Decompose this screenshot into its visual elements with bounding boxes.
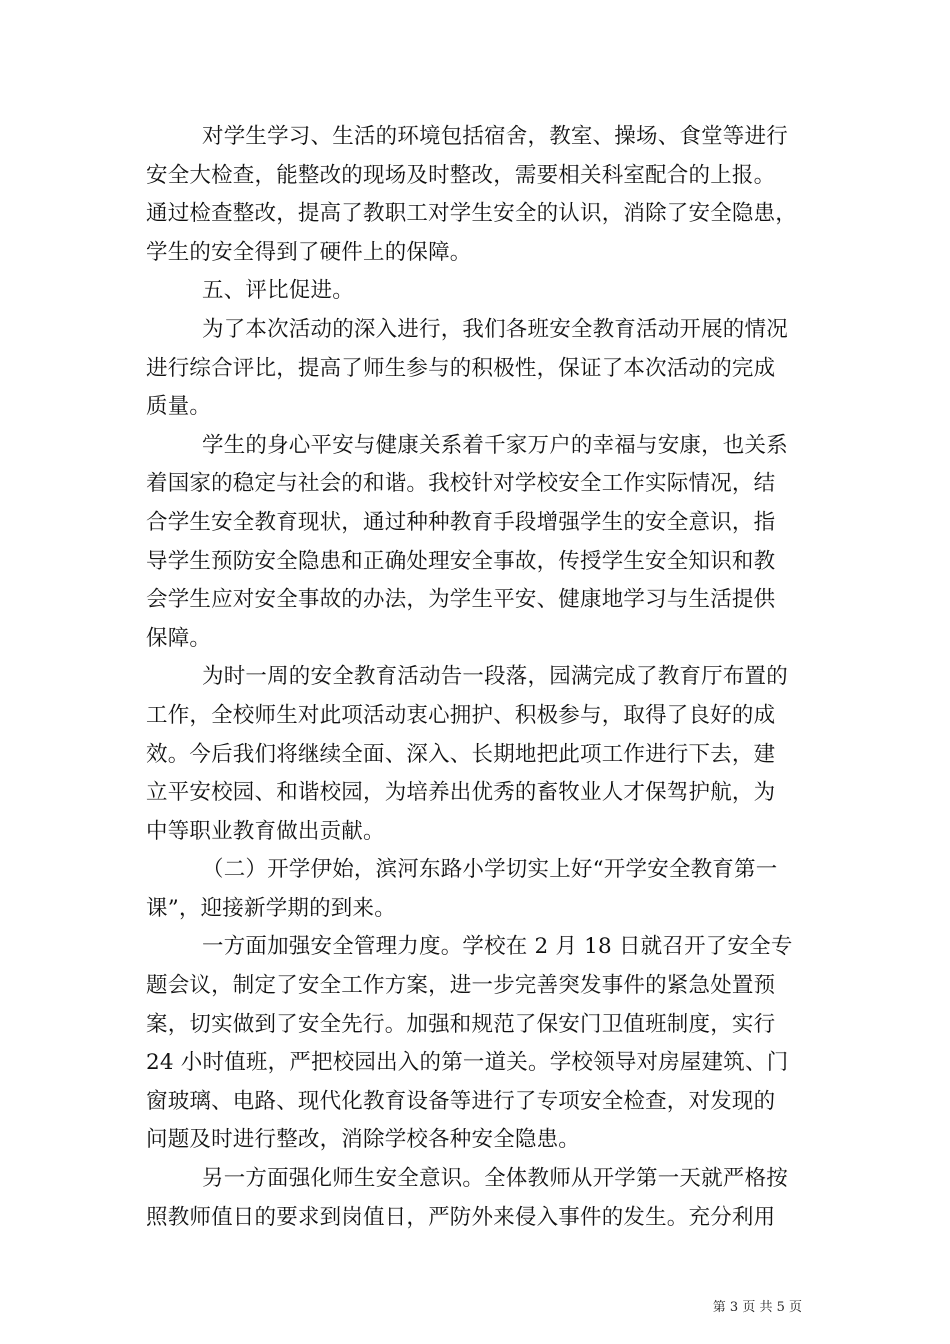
text-line: 学生的身心平安与健康关系着千家万户的幸福与安康，也关系 [202, 432, 788, 458]
text-line: 合学生安全教育现状，通过种种教育手段增强学生的安全意识，指 [146, 509, 776, 535]
page-number-footer: 第 3 页 共 5 页 [712, 1300, 802, 1315]
text-line: 着国家的稳定与社会的和谐。我校针对学校安全工作实际情况，结 [146, 471, 776, 497]
text-line: 对学生学习、生活的环境包括宿舍，教室、操场、食堂等进行 [202, 124, 788, 149]
text-line: 问题及时进行整改，消除学校各种安全隐患。 [146, 1127, 581, 1153]
text-line: 题会议，制定了安全工作方案，进一步完善突发事件的紧急处置预 [146, 973, 776, 999]
text-line: 保障。 [146, 625, 212, 651]
text-line: 照教师值日的要求到岗值日，严防外来侵入事件的发生。充分利用 [146, 1204, 776, 1230]
text-line: 为时一周的安全教育活动告一段落，园满完成了教育厅布置的 [202, 664, 788, 690]
document-body [146, 118, 806, 1237]
text-line: 立平安校园、和谐校园，为培养出优秀的畜牧业人才保驾护航，为 [146, 780, 776, 806]
text-line: 通过检查整改，提高了教职工对学生安全的认识，消除了安全隐患， [146, 201, 798, 227]
text-line: 质量。 [146, 394, 212, 420]
paragraph-3 [146, 427, 806, 659]
text-line: 工作，全校师生对此项活动衷心拥护、积极参与，取得了良好的成 [146, 702, 776, 728]
text-line: 学生的安全得到了硬件上的保障。 [146, 239, 472, 265]
text-line: 会学生应对安全事故的办法，为学生平安、健康地学习与生活提供 [146, 587, 776, 613]
paragraph-4 [146, 658, 806, 851]
text-line: 进行综合评比，提高了师生参与的积极性，保证了本次活动的完成 [146, 355, 776, 381]
text-line: 一方面加强安全管理力度。学校在 2 月 18 日就召开了安全专 [202, 934, 793, 960]
text-line: 课”，迎接新学期的到来。 [146, 895, 396, 921]
paragraph-5 [146, 851, 806, 928]
text-line: 另一方面强化师生安全意识。全体教师从开学第一天就严格按 [202, 1166, 788, 1192]
text-line: （二）开学伊始，滨河东路小学切实上好“开学安全教育第一 [202, 857, 778, 883]
text-line: 24 小时值班，严把校园出入的第一道关。学校领导对房屋建筑、门 [146, 1050, 789, 1076]
paragraph-7 [146, 1160, 806, 1237]
section-heading-5 [146, 272, 806, 311]
text-line: 效。今后我们将继续全面、深入、长期地把此项工作进行下去，建 [146, 741, 776, 767]
text-line: 为了本次活动的深入进行，我们各班安全教育活动开展的情况 [202, 316, 788, 342]
paragraph-6 [146, 928, 806, 1160]
text-line: 导学生预防安全隐患和正确处理安全事故，传授学生安全知识和教 [146, 548, 776, 574]
paragraph-2 [146, 311, 806, 427]
text-line: 安全大检查，能整改的现场及时整改，需要相关科室配合的上报。 [146, 162, 776, 188]
text-line: 五、评比促进。 [202, 278, 354, 304]
paragraph-1 [146, 118, 806, 272]
text-line: 案，切实做到了安全先行。加强和规范了保安门卫值班制度，实行 [146, 1011, 776, 1037]
text-line: 中等职业教育做出贡献。 [146, 818, 385, 844]
text-line: 窗玻璃、电路、现代化教育设备等进行了专项安全检查，对发现的 [146, 1088, 776, 1114]
